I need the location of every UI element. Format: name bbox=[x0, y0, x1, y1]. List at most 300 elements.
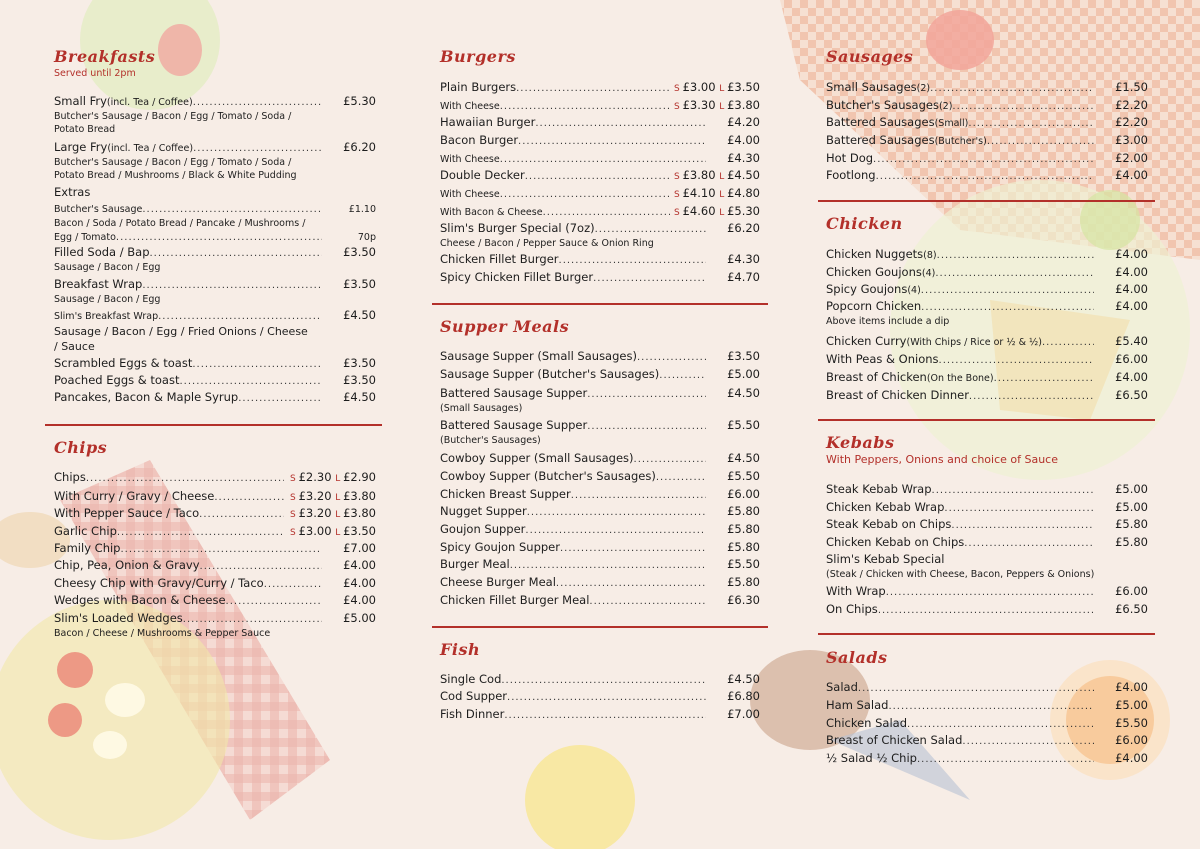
price-small: £3.00 bbox=[682, 80, 720, 94]
supper-section bbox=[440, 317, 760, 337]
menu-item bbox=[440, 252, 760, 268]
leader-dots bbox=[158, 309, 322, 324]
menu-item bbox=[54, 216, 376, 231]
leader-dots bbox=[987, 134, 1094, 149]
leader-dots bbox=[560, 541, 706, 556]
item-price: £5.00 bbox=[727, 367, 760, 381]
item-name: Chicken Fillet Burger Meal bbox=[440, 593, 590, 607]
item-name: Scrambled Eggs & toast bbox=[54, 356, 193, 370]
item-description: Cheese / Bacon / Pepper Sauce & Onion Ring bbox=[440, 238, 654, 249]
item-description: Sausage / Bacon / Egg bbox=[54, 294, 161, 305]
menu-item bbox=[826, 716, 1148, 732]
item-name: Goujon Supper bbox=[440, 522, 526, 536]
item-price: £2.20 bbox=[1115, 98, 1148, 112]
item-note: (4) bbox=[907, 285, 921, 296]
leader-dots bbox=[264, 577, 322, 592]
menu-item bbox=[54, 356, 376, 372]
leader-dots bbox=[117, 525, 284, 540]
item-name: With Peas & Onions bbox=[826, 352, 939, 366]
leader-dots bbox=[214, 490, 284, 505]
item-name: Spicy Chicken Fillet Burger bbox=[440, 270, 594, 284]
item-price: £4.00 bbox=[343, 576, 376, 590]
item-name: Large Fry bbox=[54, 140, 108, 154]
menu-item bbox=[440, 557, 760, 573]
menu-item bbox=[826, 388, 1148, 404]
leader-dots bbox=[571, 488, 706, 503]
salads-title: Salads bbox=[826, 648, 888, 667]
item-price: £5.80 bbox=[1115, 517, 1148, 531]
leader-dots bbox=[238, 391, 322, 406]
leader-dots bbox=[86, 471, 284, 486]
leader-dots bbox=[937, 248, 1094, 263]
item-price: £5.50 bbox=[1115, 716, 1148, 730]
item-price bbox=[284, 506, 376, 523]
item-name: Spicy Goujon Supper bbox=[440, 540, 560, 554]
item-description: Butcher's Sausage / Bacon / Egg / Tomato / Soda / Potato Bread bbox=[54, 111, 292, 135]
breakfasts-subtitle: Served until 2pm bbox=[54, 68, 136, 79]
item-name: Family Chip bbox=[54, 541, 121, 555]
size-small-label: S bbox=[674, 84, 683, 94]
item-price: £4.00 bbox=[343, 558, 376, 572]
menu-item bbox=[440, 707, 760, 723]
item-note: (Small) bbox=[934, 118, 969, 129]
price-large: £4.50 bbox=[727, 168, 760, 182]
breakfasts-section bbox=[54, 47, 376, 80]
menu-item bbox=[826, 151, 1148, 167]
item-description: Sausage / Bacon / Egg bbox=[54, 262, 161, 273]
leader-dots bbox=[120, 542, 322, 557]
item-name: With Wrap bbox=[826, 584, 886, 598]
item-name: Cheesy Chip with Gravy/Curry / Taco bbox=[54, 576, 264, 590]
leader-dots bbox=[501, 673, 706, 688]
leader-dots bbox=[193, 95, 322, 110]
item-price: £3.50 bbox=[343, 245, 376, 259]
item-price: £4.30 bbox=[727, 151, 760, 165]
leader-dots bbox=[921, 300, 1094, 315]
item-name: Chicken Goujons bbox=[826, 265, 922, 279]
menu-item bbox=[54, 277, 376, 293]
item-name: Chicken Breast Supper bbox=[440, 487, 571, 501]
leader-dots bbox=[587, 387, 706, 402]
leader-dots bbox=[589, 594, 706, 609]
section-divider bbox=[432, 303, 768, 305]
item-price: £6.50 bbox=[1115, 602, 1148, 616]
item-price: £5.00 bbox=[1115, 698, 1148, 712]
leader-dots bbox=[200, 559, 322, 574]
item-price: £6.20 bbox=[727, 221, 760, 235]
menu-item bbox=[826, 733, 1148, 749]
price-large: £4.80 bbox=[727, 186, 760, 200]
item-note: (2) bbox=[916, 83, 931, 94]
menu-item bbox=[440, 451, 760, 467]
size-small-label: S bbox=[290, 474, 299, 484]
menu-item bbox=[54, 185, 376, 200]
item-name: Breast of Chicken bbox=[826, 370, 927, 384]
item-name: Steak Kebab Wrap bbox=[826, 482, 932, 496]
leader-dots bbox=[518, 134, 706, 149]
item-name: Small Fry bbox=[54, 94, 107, 108]
item-description: (Butcher's Sausages) bbox=[440, 435, 541, 446]
item-name: Sausage Supper (Butcher's Sausages) bbox=[440, 367, 660, 381]
item-price: £1.50 bbox=[1115, 80, 1148, 94]
leader-dots bbox=[917, 752, 1094, 767]
item-description: Butcher's Sausage / Bacon / Egg / Tomato / Soda / Potato Bread / Mushrooms / Black & White Pudding bbox=[54, 157, 297, 181]
menu-item bbox=[826, 517, 1148, 533]
item-name: Breast of Chicken Salad bbox=[826, 733, 963, 747]
item-name: Slim's Breakfast Wrap bbox=[54, 311, 159, 322]
menu-item bbox=[440, 270, 760, 286]
item-price: £6.00 bbox=[1115, 352, 1148, 366]
menu-item bbox=[440, 689, 760, 705]
chips-title: Chips bbox=[54, 438, 108, 457]
item-price: £4.00 bbox=[343, 593, 376, 607]
menu-item bbox=[54, 506, 376, 523]
item-name: Cowboy Supper (Small Sausages) bbox=[440, 451, 634, 465]
item-price bbox=[670, 80, 760, 97]
item-name: Spicy Goujons bbox=[826, 282, 908, 296]
leader-dots bbox=[944, 501, 1094, 516]
menu-item bbox=[440, 469, 760, 485]
item-price: £4.50 bbox=[343, 308, 376, 322]
item-name: With Pepper Sauce / Taco bbox=[54, 506, 200, 520]
size-large-label: L bbox=[335, 493, 344, 503]
menu-item bbox=[826, 98, 1148, 114]
item-name: Egg / Tomato bbox=[54, 232, 116, 243]
menu-item bbox=[826, 168, 1148, 184]
size-small-label: S bbox=[290, 528, 299, 538]
item-name: ½ Salad ½ Chip bbox=[826, 751, 917, 765]
menu-item bbox=[440, 540, 760, 556]
leader-dots bbox=[907, 717, 1094, 732]
item-name: With Cheese bbox=[440, 154, 500, 165]
leader-dots bbox=[525, 523, 706, 538]
item-name: Chicken Kebab Wrap bbox=[826, 500, 945, 514]
item-name: Burger Meal bbox=[440, 557, 510, 571]
price-small: £4.10 bbox=[682, 186, 720, 200]
menu-item bbox=[54, 593, 376, 609]
leader-dots bbox=[968, 116, 1094, 131]
item-price: £6.80 bbox=[727, 689, 760, 703]
item-name: With Cheese bbox=[440, 101, 500, 112]
item-name: Cowboy Supper (Butcher's Sausages) bbox=[440, 469, 656, 483]
item-name: Battered Sausages bbox=[826, 133, 935, 147]
item-price bbox=[284, 524, 376, 541]
leader-dots bbox=[183, 612, 322, 627]
sausages-title: Sausages bbox=[826, 47, 914, 66]
item-name: Fish Dinner bbox=[440, 707, 505, 721]
salads-section bbox=[826, 648, 1148, 668]
price-small: £3.00 bbox=[298, 524, 336, 538]
menu-item bbox=[826, 80, 1148, 96]
menu-item bbox=[54, 94, 376, 110]
leader-dots bbox=[878, 603, 1094, 618]
leader-dots bbox=[199, 507, 284, 522]
menu-item bbox=[440, 487, 760, 503]
chicken-title: Chicken bbox=[826, 214, 903, 233]
menu-item bbox=[54, 230, 376, 245]
leader-dots bbox=[637, 350, 706, 365]
item-name: Double Decker bbox=[440, 168, 525, 182]
item-price: £3.50 bbox=[343, 356, 376, 370]
leader-dots bbox=[932, 483, 1094, 498]
item-note: (4) bbox=[921, 268, 936, 279]
menu-item bbox=[54, 541, 376, 557]
menu-item bbox=[440, 221, 760, 237]
menu-item bbox=[826, 370, 1148, 386]
item-name: Pancakes, Bacon & Maple Syrup bbox=[54, 390, 239, 404]
menu-item bbox=[440, 115, 760, 131]
item-price: £5.80 bbox=[727, 540, 760, 554]
item-price: £5.00 bbox=[1115, 500, 1148, 514]
breakfasts-title: Breakfasts bbox=[54, 47, 156, 66]
item-price: £4.00 bbox=[1115, 168, 1148, 182]
size-small-label: S bbox=[674, 190, 683, 200]
menu-item bbox=[54, 611, 376, 627]
item-note: (8) bbox=[923, 250, 937, 261]
leader-dots bbox=[656, 470, 706, 485]
item-price: £4.50 bbox=[343, 390, 376, 404]
chips-section bbox=[54, 438, 376, 458]
kebabs-section bbox=[826, 433, 1148, 467]
menu-item bbox=[440, 575, 760, 591]
menu-item bbox=[440, 418, 760, 434]
price-small: £3.30 bbox=[682, 98, 720, 112]
menu-item bbox=[826, 133, 1148, 149]
item-name: Steak Kebab on Chips bbox=[826, 517, 952, 531]
leader-dots bbox=[543, 205, 670, 220]
supper-title: Supper Meals bbox=[440, 317, 570, 336]
item-price bbox=[284, 489, 376, 506]
leader-dots bbox=[525, 169, 670, 184]
item-price bbox=[284, 470, 376, 487]
leader-dots bbox=[659, 368, 706, 383]
price-large: £2.90 bbox=[343, 470, 376, 484]
item-price: £4.00 bbox=[1115, 299, 1148, 313]
section-divider bbox=[818, 200, 1155, 202]
menu-item bbox=[826, 265, 1148, 281]
price-large: £3.80 bbox=[727, 98, 760, 112]
fish-section bbox=[440, 640, 760, 660]
leader-dots bbox=[951, 518, 1094, 533]
item-note: (incl. Tea / Coffee) bbox=[106, 97, 193, 108]
item-name: With Cheese bbox=[440, 189, 500, 200]
leader-dots bbox=[510, 558, 706, 573]
menu-item bbox=[440, 522, 760, 538]
leader-dots bbox=[516, 81, 670, 96]
item-note: (With Chips / Rice or ½ & ½) bbox=[906, 337, 1042, 348]
item-price: £6.00 bbox=[1115, 733, 1148, 747]
section-divider bbox=[432, 626, 768, 628]
menu-item bbox=[440, 672, 760, 688]
size-small-label: S bbox=[290, 493, 299, 503]
fish-title: Fish bbox=[440, 640, 481, 659]
price-large: £5.30 bbox=[727, 204, 760, 218]
menu-item bbox=[826, 299, 1148, 315]
leader-dots bbox=[921, 283, 1094, 298]
item-price: £6.00 bbox=[1115, 584, 1148, 598]
price-large: £3.80 bbox=[343, 489, 376, 503]
menu-item bbox=[826, 352, 1148, 368]
item-name: Garlic Chip bbox=[54, 524, 117, 538]
menu-item bbox=[826, 584, 1148, 600]
item-name: Chips bbox=[54, 470, 86, 484]
menu-item bbox=[440, 349, 760, 365]
menu-item bbox=[440, 98, 760, 115]
item-name: Breakfast Wrap bbox=[54, 277, 143, 291]
item-name: Single Cod bbox=[440, 672, 502, 686]
item-name: Cod Supper bbox=[440, 689, 508, 703]
item-description: Sausage / Bacon / Egg / Fried Onions / Cheese / Sauce bbox=[54, 325, 308, 353]
leader-dots bbox=[952, 99, 1094, 114]
size-large-label: L bbox=[719, 84, 728, 94]
item-price bbox=[670, 186, 760, 203]
item-name: Chicken Fillet Burger bbox=[440, 252, 559, 266]
menu-item bbox=[440, 386, 760, 402]
size-large-label: L bbox=[719, 102, 728, 112]
menu-item bbox=[54, 202, 376, 217]
price-small: £2.30 bbox=[298, 470, 336, 484]
menu-item bbox=[440, 367, 760, 383]
leader-dots bbox=[994, 371, 1094, 386]
item-name: Butcher's Sausage bbox=[54, 204, 143, 215]
leader-dots bbox=[142, 278, 322, 293]
item-price: £7.00 bbox=[343, 541, 376, 555]
item-name: Chicken Nuggets bbox=[826, 247, 924, 261]
menu-item bbox=[826, 334, 1148, 350]
price-large: £3.50 bbox=[343, 524, 376, 538]
item-name: Ham Salad bbox=[826, 698, 889, 712]
menu-item bbox=[54, 245, 376, 261]
item-price: £3.50 bbox=[727, 349, 760, 363]
menu-item bbox=[54, 140, 376, 156]
menu-item bbox=[826, 680, 1148, 696]
menu-item bbox=[826, 698, 1148, 714]
section-divider bbox=[45, 424, 382, 426]
leader-dots bbox=[559, 253, 706, 268]
menu-item bbox=[826, 500, 1148, 516]
item-price: £5.00 bbox=[343, 611, 376, 625]
leader-dots bbox=[179, 374, 322, 389]
menu-item bbox=[440, 133, 760, 149]
leader-dots bbox=[527, 505, 706, 520]
item-price: £3.50 bbox=[343, 373, 376, 387]
item-name: Poached Eggs & toast bbox=[54, 373, 180, 387]
menu-item bbox=[440, 151, 760, 167]
menu-item bbox=[54, 558, 376, 574]
item-name: Hot Dog bbox=[826, 151, 874, 165]
item-note: (Butcher's) bbox=[934, 136, 987, 147]
item-note: (2) bbox=[938, 101, 953, 112]
section-divider bbox=[818, 419, 1155, 421]
item-name: Bacon Burger bbox=[440, 133, 519, 147]
menu-item bbox=[826, 552, 1148, 567]
item-price: £4.00 bbox=[1115, 370, 1148, 384]
item-price bbox=[670, 204, 760, 221]
leader-dots bbox=[939, 353, 1094, 368]
item-price: £4.30 bbox=[727, 252, 760, 266]
leader-dots bbox=[962, 734, 1094, 749]
menu-item bbox=[54, 576, 376, 592]
menu-item bbox=[54, 373, 376, 389]
size-small-label: S bbox=[674, 102, 683, 112]
item-name: Popcorn Chicken bbox=[826, 299, 922, 313]
item-price: £2.00 bbox=[1115, 151, 1148, 165]
leader-dots bbox=[858, 681, 1094, 696]
item-price: £6.00 bbox=[727, 487, 760, 501]
menu-item bbox=[440, 186, 760, 203]
menu-item bbox=[54, 470, 376, 487]
item-price: £2.20 bbox=[1115, 115, 1148, 129]
leader-dots bbox=[935, 266, 1094, 281]
price-large: £3.80 bbox=[343, 506, 376, 520]
item-name: Wedges with Bacon & Cheese bbox=[54, 593, 226, 607]
item-name: Nugget Supper bbox=[440, 504, 527, 518]
size-large-label: L bbox=[335, 528, 344, 538]
leader-dots bbox=[226, 594, 322, 609]
item-name: Sausage Supper (Small Sausages) bbox=[440, 349, 637, 363]
menu-item bbox=[440, 168, 760, 185]
item-name: On Chips bbox=[826, 602, 878, 616]
item-name: Breast of Chicken Dinner bbox=[826, 388, 969, 402]
menu-item bbox=[440, 80, 760, 97]
leader-dots bbox=[886, 585, 1094, 600]
item-price bbox=[670, 168, 760, 185]
item-price bbox=[670, 98, 760, 115]
leader-dots bbox=[556, 576, 706, 591]
item-price: £5.50 bbox=[727, 469, 760, 483]
leader-dots bbox=[535, 116, 706, 131]
menu-item bbox=[826, 247, 1148, 263]
item-name: Slim's Loaded Wedges bbox=[54, 611, 183, 625]
item-name: Filled Soda / Bap bbox=[54, 245, 150, 259]
item-name: With Bacon & Cheese bbox=[440, 207, 543, 218]
menu-item bbox=[54, 308, 376, 324]
item-price: 70p bbox=[357, 232, 376, 243]
menu-item bbox=[826, 602, 1148, 618]
leader-dots bbox=[964, 536, 1094, 551]
leader-dots bbox=[634, 452, 706, 467]
size-large-label: L bbox=[719, 172, 728, 182]
item-name: Hawaiian Burger bbox=[440, 115, 536, 129]
burgers-section bbox=[440, 47, 760, 67]
leader-dots bbox=[595, 222, 706, 237]
menu-item bbox=[440, 204, 760, 221]
size-large-label: L bbox=[719, 190, 728, 200]
item-note: (incl. Tea / Coffee) bbox=[107, 143, 194, 154]
menu-item bbox=[54, 489, 376, 506]
item-price: £4.20 bbox=[727, 115, 760, 129]
item-name: Bacon / Soda / Potato Bread / Pancake / Mushrooms / bbox=[54, 218, 306, 229]
item-name: Battered Sausages bbox=[826, 115, 935, 129]
item-name: Chicken Curry bbox=[826, 334, 907, 348]
leader-dots bbox=[116, 230, 322, 245]
price-small: £3.20 bbox=[298, 489, 336, 503]
size-small-label: S bbox=[674, 172, 683, 182]
menu-item bbox=[54, 524, 376, 541]
price-small: £3.80 bbox=[682, 168, 720, 182]
leader-dots bbox=[587, 419, 706, 434]
leader-dots bbox=[500, 99, 670, 114]
item-price: £4.00 bbox=[1115, 265, 1148, 279]
item-price: £6.30 bbox=[727, 593, 760, 607]
item-description: Above items include a dip bbox=[826, 316, 950, 327]
item-name: Cheese Burger Meal bbox=[440, 575, 556, 589]
leader-dots bbox=[142, 202, 322, 217]
item-price: £5.80 bbox=[727, 522, 760, 536]
menu-item bbox=[826, 751, 1148, 767]
chicken-section bbox=[826, 214, 1148, 234]
item-name: Chip, Pea, Onion & Gravy bbox=[54, 558, 200, 572]
